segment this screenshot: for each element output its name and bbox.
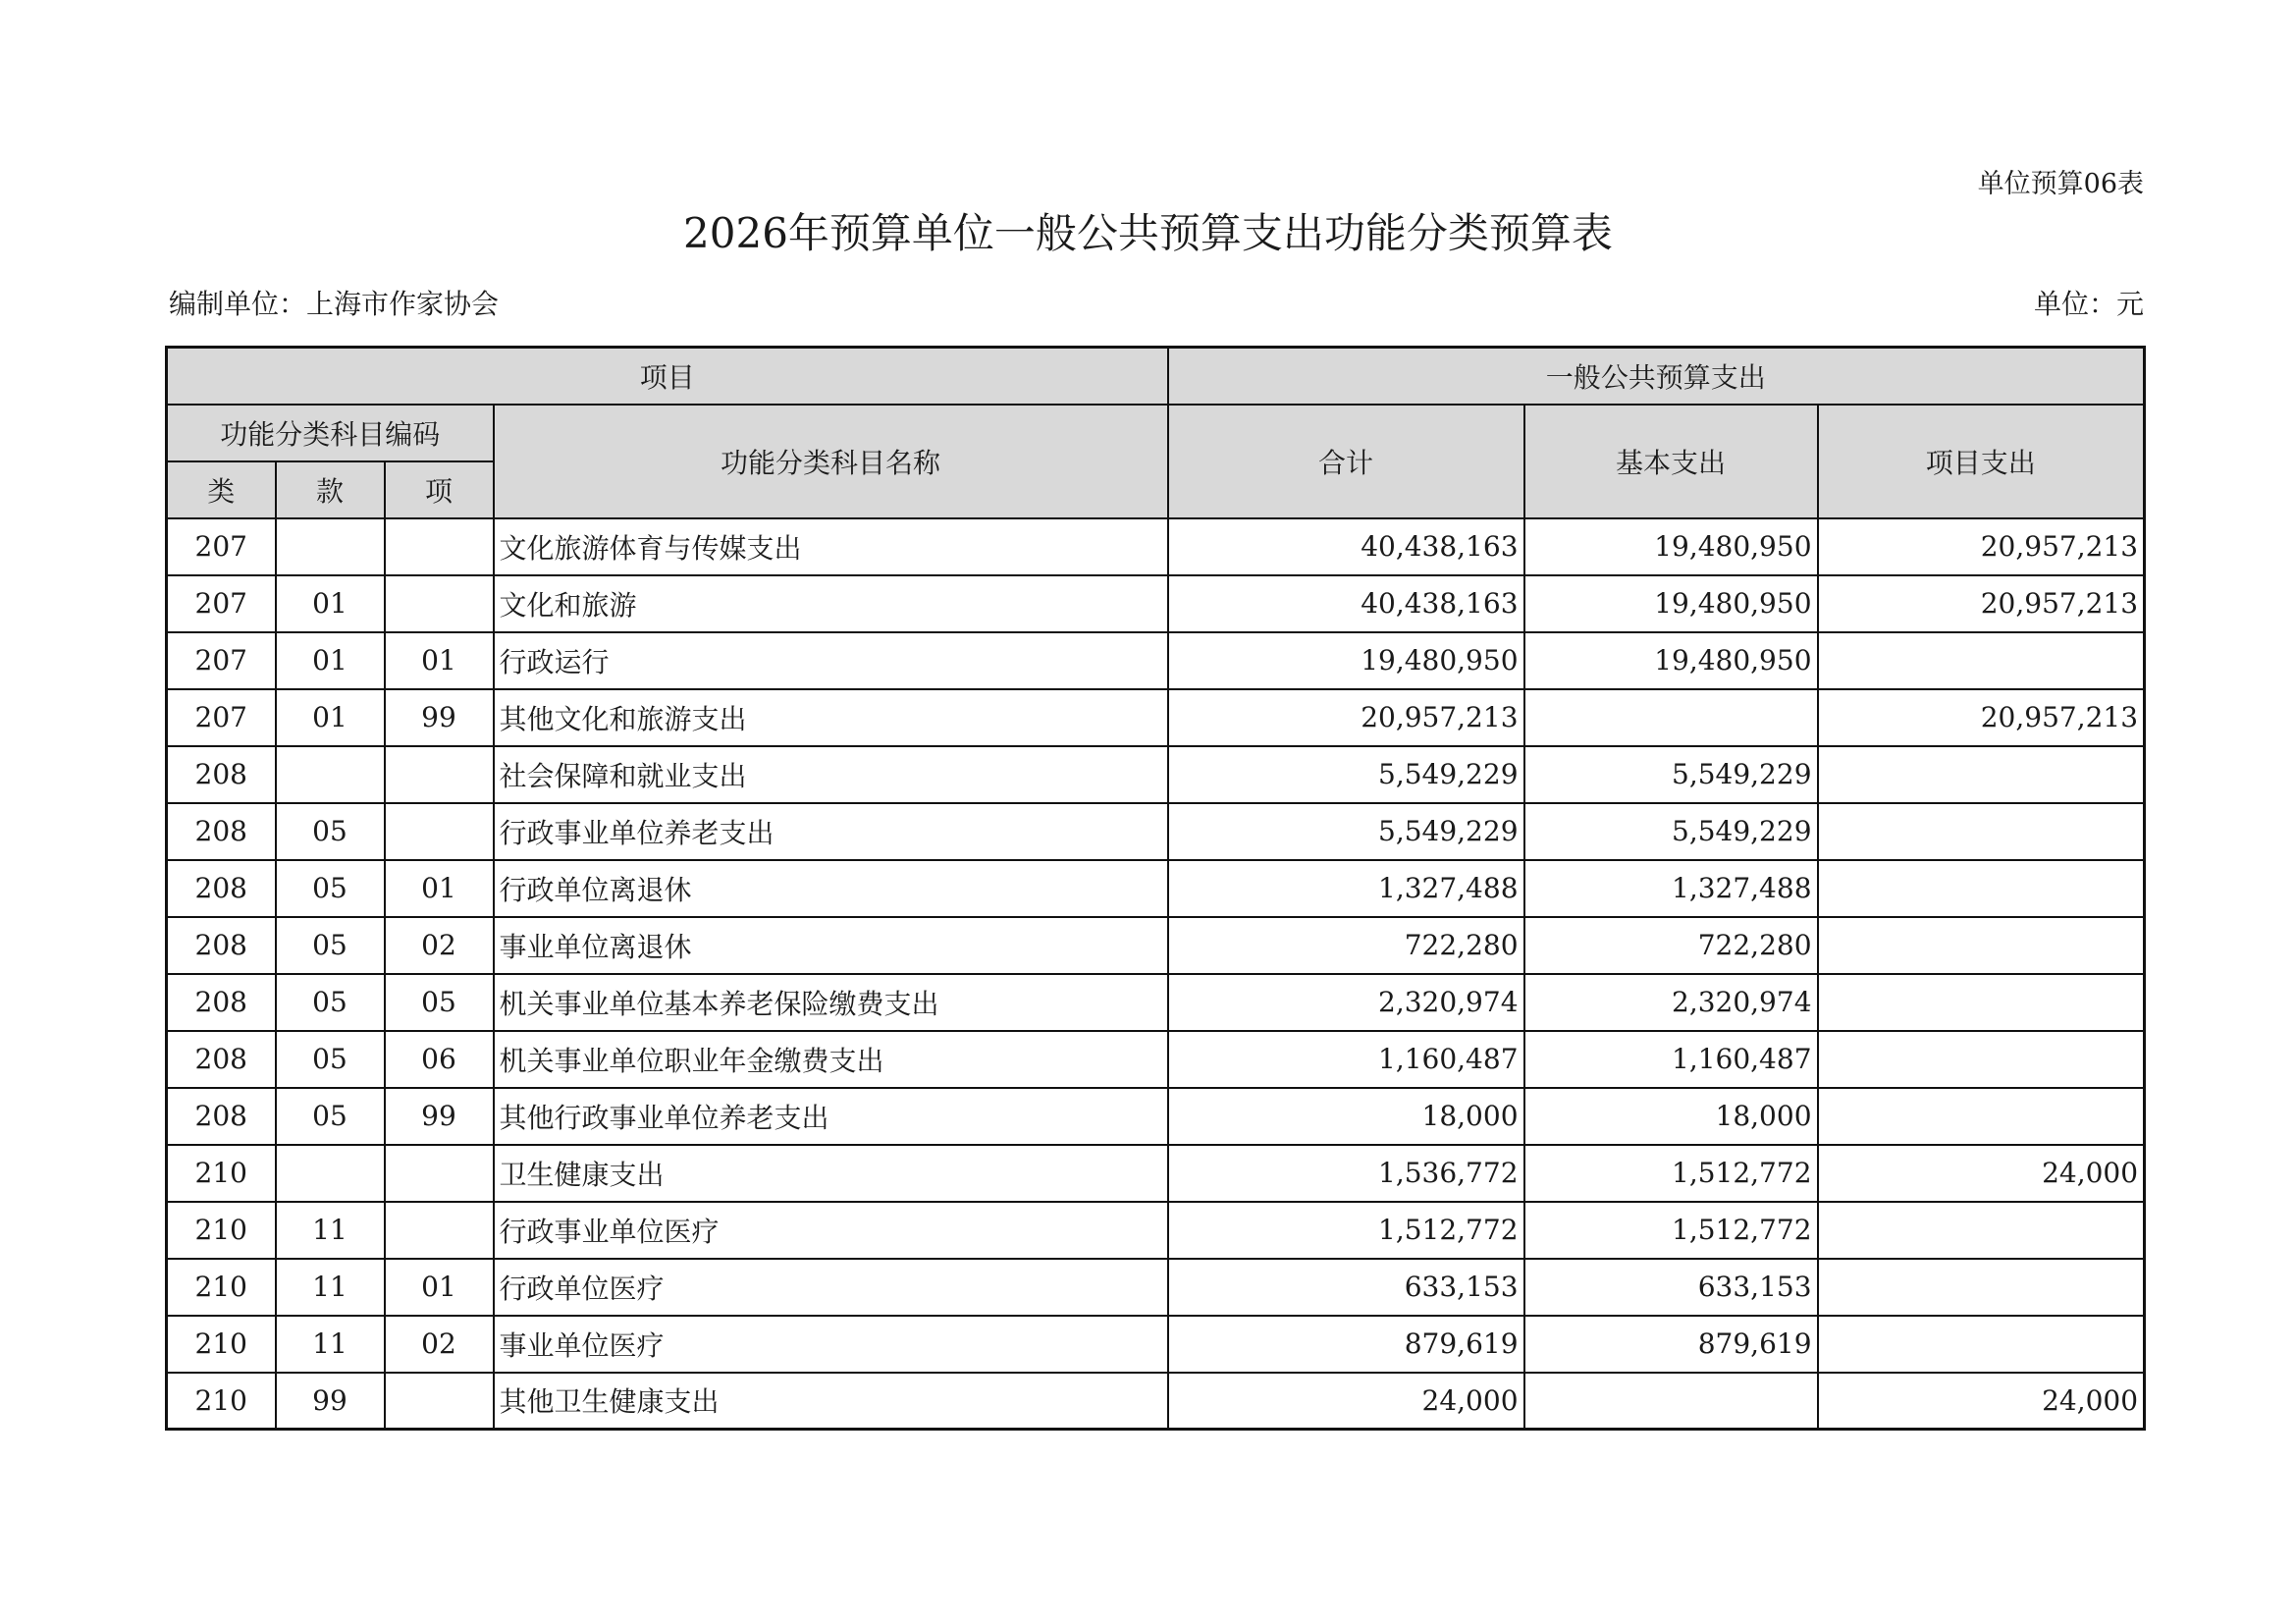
- cell-xiang: [385, 1373, 494, 1430]
- table-row: [167, 518, 2145, 575]
- cell-project: [1818, 803, 2145, 860]
- cell-total: 879,619: [1168, 1316, 1524, 1373]
- cell-lei: 207: [167, 518, 276, 575]
- cell-lei: 208: [167, 803, 276, 860]
- cell-xiang: 99: [385, 1088, 494, 1145]
- cell-basic: 1,327,488: [1524, 860, 1818, 917]
- cell-total: 40,438,163: [1168, 575, 1524, 632]
- cell-kuan: [276, 746, 385, 803]
- cell-kuan: [276, 1145, 385, 1202]
- table-row: [167, 1088, 2145, 1145]
- cell-lei: 208: [167, 1031, 276, 1088]
- cell-project: [1818, 860, 2145, 917]
- cell-project: 24,000: [1818, 1373, 2145, 1430]
- cell-name: 社会保障和就业支出: [494, 746, 1168, 803]
- cell-total: 2,320,974: [1168, 974, 1524, 1031]
- cell-xiang: [385, 1202, 494, 1259]
- cell-project: [1818, 917, 2145, 974]
- table-row: [167, 632, 2145, 689]
- cell-kuan: 11: [276, 1316, 385, 1373]
- cell-xiang: 99: [385, 689, 494, 746]
- cell-lei: 210: [167, 1145, 276, 1202]
- budget-table: [165, 346, 2146, 1431]
- table-row: [167, 803, 2145, 860]
- compiling-unit: 编制单位：上海市作家协会: [169, 288, 500, 320]
- cell-name: 行政单位离退休: [494, 860, 1168, 917]
- cell-name: 行政事业单位医疗: [494, 1202, 1168, 1259]
- table-code: 单位预算06表: [1977, 169, 2144, 199]
- cell-basic: 633,153: [1524, 1259, 1818, 1316]
- table-row: [167, 689, 2145, 746]
- cell-basic: 722,280: [1524, 917, 1818, 974]
- cell-lei: 208: [167, 1088, 276, 1145]
- cell-lei: 207: [167, 632, 276, 689]
- cell-xiang: 01: [385, 1259, 494, 1316]
- cell-name: 机关事业单位基本养老保险缴费支出: [494, 974, 1168, 1031]
- cell-total: 40,438,163: [1168, 518, 1524, 575]
- cell-lei: 208: [167, 746, 276, 803]
- cell-lei: 210: [167, 1259, 276, 1316]
- cell-total: 722,280: [1168, 917, 1524, 974]
- cell-basic: 19,480,950: [1524, 575, 1818, 632]
- table-row: [167, 1316, 2145, 1373]
- cell-basic: 2,320,974: [1524, 974, 1818, 1031]
- cell-project: [1818, 1088, 2145, 1145]
- cell-name: 其他行政事业单位养老支出: [494, 1088, 1168, 1145]
- cell-kuan: 99: [276, 1373, 385, 1430]
- cell-name: 文化和旅游: [494, 575, 1168, 632]
- cell-project: [1818, 1259, 2145, 1316]
- cell-kuan: 05: [276, 974, 385, 1031]
- cell-basic: 18,000: [1524, 1088, 1818, 1145]
- cell-total: 633,153: [1168, 1259, 1524, 1316]
- table-row: [167, 1145, 2145, 1202]
- page-title: 2026年预算单位一般公共预算支出功能分类预算表: [683, 209, 1613, 257]
- cell-kuan: 05: [276, 917, 385, 974]
- table-row: [167, 860, 2145, 917]
- cell-name: 文化旅游体育与传媒支出: [494, 518, 1168, 575]
- cell-project: [1818, 1202, 2145, 1259]
- cell-name: 卫生健康支出: [494, 1145, 1168, 1202]
- cell-total: 1,512,772: [1168, 1202, 1524, 1259]
- cell-project: 20,957,213: [1818, 689, 2145, 746]
- cell-kuan: 05: [276, 1088, 385, 1145]
- cell-xiang: 01: [385, 632, 494, 689]
- cell-basic: [1524, 1373, 1818, 1430]
- cell-name: 事业单位医疗: [494, 1316, 1168, 1373]
- table-row: [167, 575, 2145, 632]
- header-general-budget: 一般公共预算支出: [1168, 348, 2145, 405]
- cell-basic: 1,512,772: [1524, 1145, 1818, 1202]
- cell-name: 行政运行: [494, 632, 1168, 689]
- cell-basic: 5,549,229: [1524, 746, 1818, 803]
- cell-name: 机关事业单位职业年金缴费支出: [494, 1031, 1168, 1088]
- cell-xiang: 06: [385, 1031, 494, 1088]
- cell-lei: 210: [167, 1316, 276, 1373]
- cell-kuan: 11: [276, 1202, 385, 1259]
- header-basic: 基本支出: [1524, 405, 1818, 518]
- cell-total: 1,160,487: [1168, 1031, 1524, 1088]
- cell-name: 行政单位医疗: [494, 1259, 1168, 1316]
- cell-total: 1,327,488: [1168, 860, 1524, 917]
- cell-basic: 879,619: [1524, 1316, 1818, 1373]
- cell-kuan: 01: [276, 575, 385, 632]
- cell-kuan: 01: [276, 632, 385, 689]
- cell-total: 20,957,213: [1168, 689, 1524, 746]
- cell-total: 18,000: [1168, 1088, 1524, 1145]
- cell-lei: 208: [167, 974, 276, 1031]
- currency-unit: 单位：元: [2033, 288, 2144, 320]
- cell-kuan: 05: [276, 860, 385, 917]
- table-row: [167, 1259, 2145, 1316]
- cell-kuan: 05: [276, 803, 385, 860]
- cell-xiang: [385, 1145, 494, 1202]
- header-code-group: 功能分类科目编码: [167, 405, 494, 461]
- cell-basic: 19,480,950: [1524, 518, 1818, 575]
- table-row: [167, 974, 2145, 1031]
- cell-xiang: 02: [385, 1316, 494, 1373]
- cell-lei: 210: [167, 1373, 276, 1430]
- cell-basic: 19,480,950: [1524, 632, 1818, 689]
- header-project-expense: 项目支出: [1818, 405, 2145, 518]
- cell-xiang: 02: [385, 917, 494, 974]
- table-row: [167, 1373, 2145, 1430]
- cell-project: [1818, 1031, 2145, 1088]
- cell-project: [1818, 632, 2145, 689]
- cell-project: [1818, 1316, 2145, 1373]
- cell-kuan: 01: [276, 689, 385, 746]
- cell-lei: 210: [167, 1202, 276, 1259]
- cell-xiang: 01: [385, 860, 494, 917]
- cell-lei: 208: [167, 860, 276, 917]
- cell-lei: 207: [167, 689, 276, 746]
- cell-xiang: [385, 803, 494, 860]
- cell-project: 24,000: [1818, 1145, 2145, 1202]
- cell-lei: 207: [167, 575, 276, 632]
- cell-basic: 1,512,772: [1524, 1202, 1818, 1259]
- table-row: [167, 917, 2145, 974]
- cell-kuan: [276, 518, 385, 575]
- header-kuan: 款: [276, 461, 385, 518]
- header-lei: 类: [167, 461, 276, 518]
- cell-name: 其他卫生健康支出: [494, 1373, 1168, 1430]
- cell-total: 5,549,229: [1168, 803, 1524, 860]
- table-row: [167, 1031, 2145, 1088]
- table-row: [167, 1202, 2145, 1259]
- header-project: 项目: [167, 348, 1168, 405]
- cell-lei: 208: [167, 917, 276, 974]
- cell-basic: [1524, 689, 1818, 746]
- cell-project: 20,957,213: [1818, 575, 2145, 632]
- cell-xiang: [385, 518, 494, 575]
- cell-total: 24,000: [1168, 1373, 1524, 1430]
- cell-xiang: [385, 746, 494, 803]
- cell-xiang: 05: [385, 974, 494, 1031]
- cell-total: 5,549,229: [1168, 746, 1524, 803]
- cell-project: [1818, 746, 2145, 803]
- cell-name: 其他文化和旅游支出: [494, 689, 1168, 746]
- cell-kuan: 11: [276, 1259, 385, 1316]
- header-total: 合计: [1168, 405, 1524, 518]
- table-row: [167, 746, 2145, 803]
- cell-project: [1818, 974, 2145, 1031]
- cell-xiang: [385, 575, 494, 632]
- header-xiang: 项: [385, 461, 494, 518]
- cell-total: 1,536,772: [1168, 1145, 1524, 1202]
- cell-name: 行政事业单位养老支出: [494, 803, 1168, 860]
- header-name: 功能分类科目名称: [494, 405, 1168, 518]
- cell-basic: 1,160,487: [1524, 1031, 1818, 1088]
- cell-basic: 5,549,229: [1524, 803, 1818, 860]
- cell-kuan: 05: [276, 1031, 385, 1088]
- cell-project: 20,957,213: [1818, 518, 2145, 575]
- cell-total: 19,480,950: [1168, 632, 1524, 689]
- cell-name: 事业单位离退休: [494, 917, 1168, 974]
